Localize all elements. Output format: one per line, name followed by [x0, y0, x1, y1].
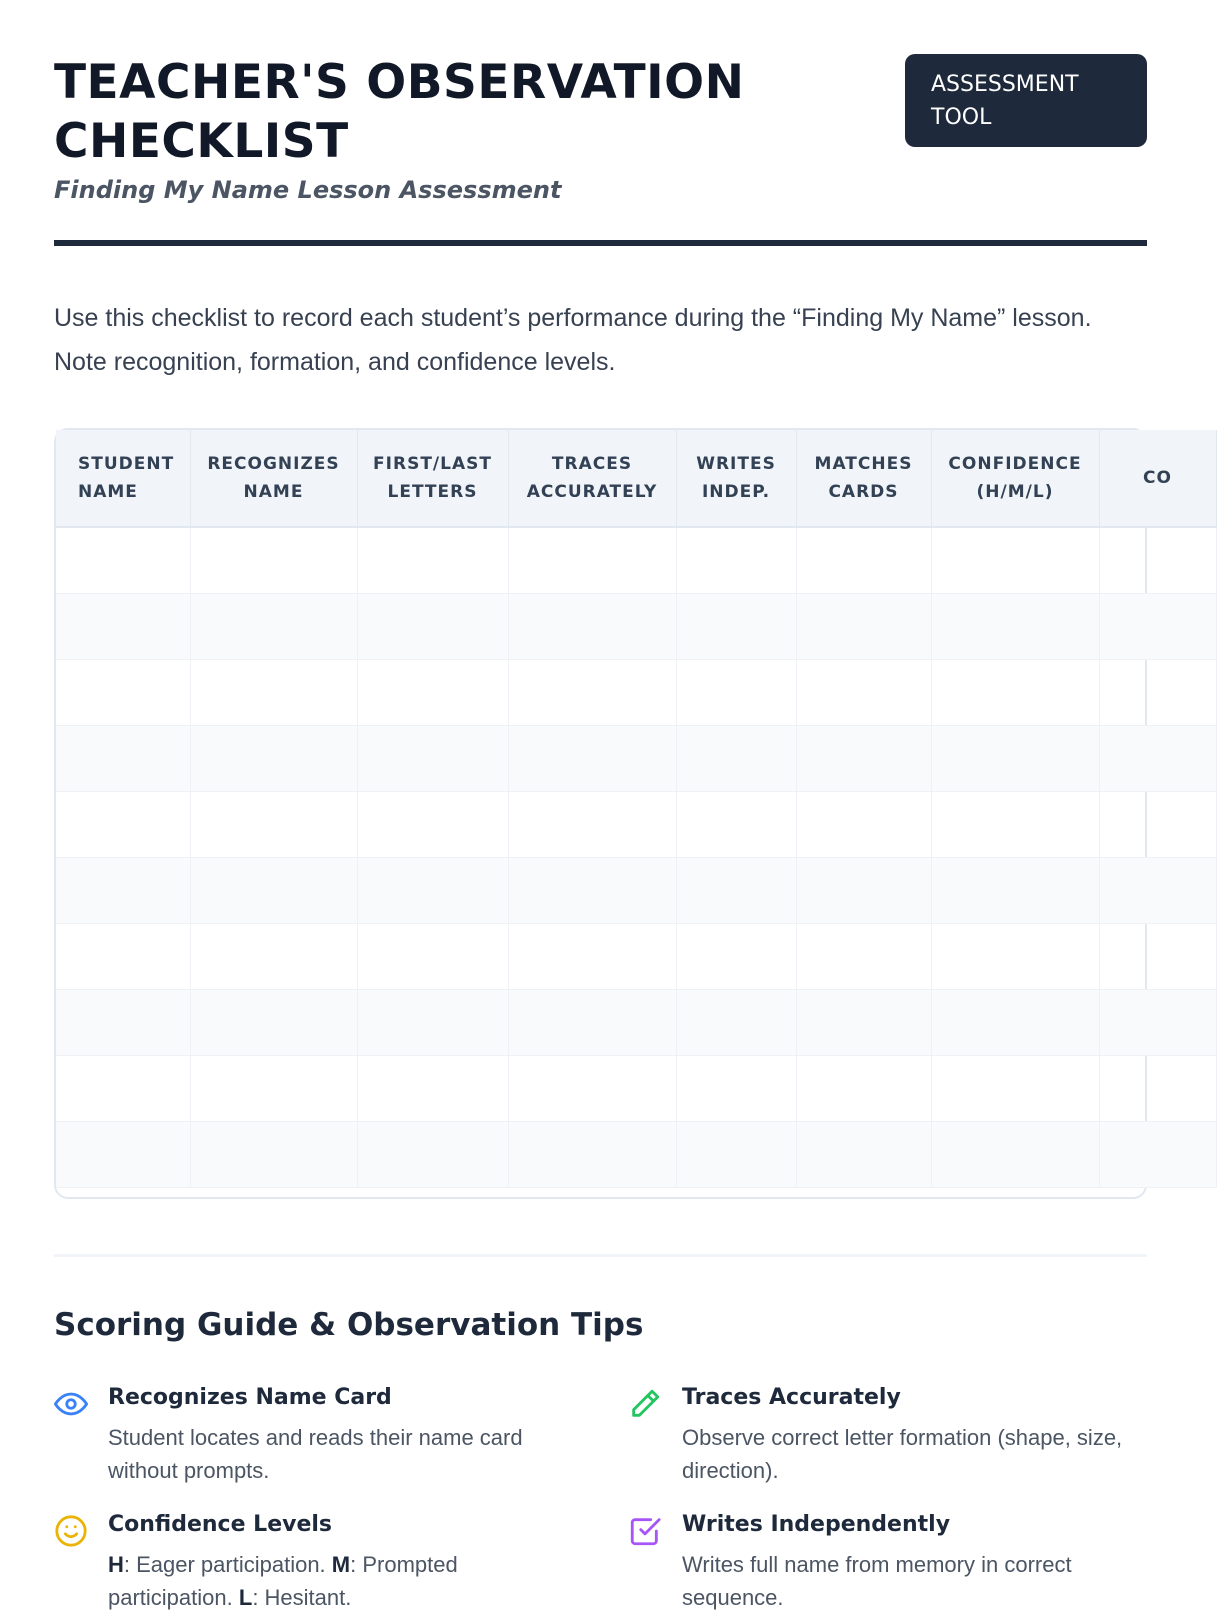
- checklist-table-container[interactable]: [54, 428, 1172, 1199]
- checkbox-icon: [628, 1514, 662, 1548]
- table-cell[interactable]: [56, 725, 190, 791]
- column-header: MATCHES CARDS: [796, 430, 931, 527]
- table-row: [56, 989, 1216, 1055]
- table-cell[interactable]: [508, 1055, 676, 1121]
- table-cell[interactable]: [56, 659, 190, 725]
- table-row: [56, 1055, 1216, 1121]
- table-cell[interactable]: [1099, 1055, 1216, 1121]
- table-row: [56, 527, 1216, 593]
- level-m-text: : Prompted participation.: [108, 1552, 458, 1610]
- table-cell[interactable]: [56, 791, 190, 857]
- page-subtitle: Finding My Name Lesson Assessment: [54, 176, 562, 204]
- column-header: STUDENT NAME: [56, 430, 190, 527]
- table-cell[interactable]: [931, 659, 1099, 725]
- table-cell[interactable]: [56, 857, 190, 923]
- table-cell[interactable]: [357, 593, 508, 659]
- table-cell[interactable]: [1099, 989, 1216, 1055]
- table-row: [56, 791, 1216, 857]
- pencil-icon: [628, 1387, 662, 1421]
- table-cell[interactable]: [508, 791, 676, 857]
- table-cell[interactable]: [796, 593, 931, 659]
- table-cell[interactable]: [931, 1121, 1099, 1187]
- tip-description: Observe correct letter formation (shape, size, direction).: [682, 1425, 1123, 1483]
- table-cell[interactable]: [1099, 527, 1216, 593]
- table-cell[interactable]: [190, 791, 357, 857]
- table-cell[interactable]: [508, 857, 676, 923]
- column-header: WRITES INDEP.: [676, 430, 796, 527]
- tip-description: Student locates and reads their name card without prompts.: [108, 1425, 523, 1483]
- table-cell[interactable]: [357, 1055, 508, 1121]
- tip-description: [108, 1548, 578, 1614]
- table-cell[interactable]: [1099, 857, 1216, 923]
- table-cell[interactable]: [56, 1055, 190, 1121]
- table-cell[interactable]: [931, 923, 1099, 989]
- table-row: [56, 593, 1216, 659]
- table-body: [56, 527, 1216, 1187]
- tip-title: Recognizes Name Card: [108, 1385, 392, 1410]
- table-cell[interactable]: [508, 527, 676, 593]
- table-cell[interactable]: [357, 659, 508, 725]
- table-row: [56, 857, 1216, 923]
- smile-icon: [54, 1514, 88, 1548]
- table-cell[interactable]: [931, 593, 1099, 659]
- header: [54, 0, 1147, 247]
- table-cell[interactable]: [676, 857, 796, 923]
- table-cell[interactable]: [676, 923, 796, 989]
- table-cell[interactable]: [796, 725, 931, 791]
- page: [54, 0, 1172, 1610]
- table-cell[interactable]: [931, 989, 1099, 1055]
- table-cell[interactable]: [508, 593, 676, 659]
- table-cell[interactable]: [796, 527, 931, 593]
- table-cell[interactable]: [357, 1121, 508, 1187]
- level-l-label: L: [238, 1585, 253, 1610]
- table-cell[interactable]: [190, 1055, 357, 1121]
- table-cell[interactable]: [56, 989, 190, 1055]
- table-cell[interactable]: [508, 659, 676, 725]
- table-cell[interactable]: [676, 1055, 796, 1121]
- table-cell[interactable]: [676, 593, 796, 659]
- table-cell[interactable]: [1099, 725, 1216, 791]
- column-header: CONFIDENCE (H/M/L): [931, 430, 1099, 527]
- table-cell[interactable]: [190, 527, 357, 593]
- assessment-tool-badge: ASSESSMENT TOOL: [905, 54, 1147, 147]
- checklist-table: [56, 430, 1217, 1188]
- table-cell[interactable]: [676, 527, 796, 593]
- table-cell[interactable]: [796, 923, 931, 989]
- level-l-text: : Hesitant.: [252, 1585, 352, 1610]
- eye-icon: [54, 1387, 88, 1421]
- table-cell[interactable]: [931, 857, 1099, 923]
- column-header: FIRST/LAST LETTERS: [357, 430, 508, 527]
- level-h-label: H: [108, 1552, 124, 1577]
- table-cell[interactable]: [508, 989, 676, 1055]
- table-cell[interactable]: [357, 857, 508, 923]
- table-cell[interactable]: [796, 659, 931, 725]
- table-cell[interactable]: [796, 1121, 931, 1187]
- table-cell[interactable]: [508, 1121, 676, 1187]
- table-row: [56, 923, 1216, 989]
- table-cell[interactable]: [190, 593, 357, 659]
- column-header: CO: [1099, 430, 1216, 527]
- table-cell[interactable]: [1099, 593, 1216, 659]
- table-row: [56, 659, 1216, 725]
- table-cell[interactable]: [931, 527, 1099, 593]
- table-cell[interactable]: [1099, 1121, 1216, 1187]
- table-cell[interactable]: [796, 989, 931, 1055]
- table-cell[interactable]: [676, 1121, 796, 1187]
- table-cell[interactable]: [796, 1055, 931, 1121]
- table-cell[interactable]: [1099, 659, 1216, 725]
- scoring-guide-title: Scoring Guide & Observation Tips: [54, 1307, 644, 1343]
- table-cell[interactable]: [676, 659, 796, 725]
- level-h-text: : Eager participation.: [123, 1552, 332, 1577]
- page-title: TEACHER'S OBSERVATION CHECKLIST: [54, 55, 745, 169]
- table-cell[interactable]: [676, 989, 796, 1055]
- table-cell[interactable]: [1099, 923, 1216, 989]
- table-cell[interactable]: [357, 527, 508, 593]
- table-cell[interactable]: [56, 527, 190, 593]
- table-row: [56, 725, 1216, 791]
- tip-title: Traces Accurately: [682, 1385, 901, 1410]
- table-header-row: [56, 430, 1216, 527]
- table-cell[interactable]: [56, 923, 190, 989]
- table-cell[interactable]: [931, 791, 1099, 857]
- tip-title: Writes Independently: [682, 1512, 951, 1537]
- table-cell[interactable]: [676, 791, 796, 857]
- table-cell[interactable]: [357, 989, 508, 1055]
- table-cell[interactable]: [56, 1121, 190, 1187]
- table-cell[interactable]: [508, 923, 676, 989]
- table-cell[interactable]: [931, 725, 1099, 791]
- tip-title: Confidence Levels: [108, 1512, 333, 1537]
- intro-text: Use this checklist to record each student’s performance during the “Finding My Name” lesson. Note recognition, formation, and confidence levels.: [54, 304, 1092, 376]
- table-cell[interactable]: [508, 725, 676, 791]
- table-cell[interactable]: [357, 791, 508, 857]
- table-cell[interactable]: [190, 659, 357, 725]
- table-cell[interactable]: [190, 1121, 357, 1187]
- table-cell[interactable]: [931, 1055, 1099, 1121]
- tip-description: Writes full name from memory in correct sequence.: [682, 1552, 1072, 1610]
- table-cell[interactable]: [1099, 791, 1216, 857]
- table-cell[interactable]: [357, 725, 508, 791]
- section-divider: [54, 1254, 1147, 1257]
- table-cell[interactable]: [190, 923, 357, 989]
- table-cell[interactable]: [357, 923, 508, 989]
- table-cell[interactable]: [190, 725, 357, 791]
- column-header: RECOGNIZES NAME: [190, 430, 357, 527]
- table-cell[interactable]: [56, 593, 190, 659]
- table-row: [56, 1121, 1216, 1187]
- table-cell[interactable]: [796, 791, 931, 857]
- table-cell[interactable]: [676, 725, 796, 791]
- level-m-label: M: [331, 1552, 351, 1577]
- table-cell[interactable]: [190, 989, 357, 1055]
- header-rule: [54, 240, 1147, 246]
- table-cell[interactable]: [796, 857, 931, 923]
- column-header: TRACES ACCURATELY: [508, 430, 676, 527]
- table-cell[interactable]: [190, 857, 357, 923]
